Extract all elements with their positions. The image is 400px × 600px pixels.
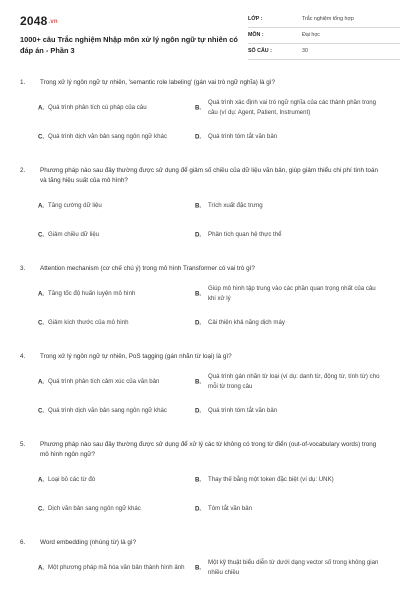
option-a[interactable] [20,279,190,308]
option-text: Tăng tốc độ huấn luyện mô hình [48,289,136,297]
option-a[interactable] [20,367,190,396]
option-label: B. [195,290,202,297]
option-d[interactable] [190,220,380,249]
question-prompt: Phương pháp nào sau đây thường được sử dụng để giảm số chiều của dữ liệu văn bản, giúp giảm thiểu chi phí tính toán và tăng hiệu suất của mô hình? [40,167,379,184]
option-text: Quá trình tóm tắt văn bản [208,132,278,140]
option-d[interactable] [190,308,380,337]
option-a[interactable] [20,191,190,220]
question-list [20,78,382,597]
option-text: Quá trình phân tích cú pháp của câu [48,103,147,111]
option-text: Thay thế bằng một token đặc biệt (ví dụ: UNK) [208,475,334,483]
question-item [20,264,382,337]
option-label: B. [195,378,202,385]
option-b[interactable] [190,191,380,220]
option-label: C. [38,505,45,512]
option-b[interactable] [190,367,380,396]
option-label: D. [195,133,202,140]
question-item [20,538,382,582]
meta-row-class [248,12,400,28]
question-prompt: Trong xử lý ngôn ngữ tự nhiên, PoS tagging (gán nhãn từ loại) là gì? [40,353,232,360]
option-d[interactable] [190,494,380,523]
option-text: Giảm kích thước của mô hình [48,318,129,326]
option-label: D. [195,231,202,238]
option-label: C. [38,133,45,140]
option-label: A. [38,378,45,385]
option-a[interactable] [20,93,190,122]
meta-value: Đại học [302,32,320,38]
option-label: C. [38,407,45,414]
option-label: D. [195,319,202,326]
meta-row-subject [248,28,400,44]
option-text: Dịch văn bản sang ngôn ngữ khác [48,504,141,512]
option-text: Tăng cường dữ liệu [48,201,102,209]
question-number: 5. [20,441,26,448]
option-b[interactable] [190,465,380,494]
question-text [20,78,382,88]
option-text: Trích xuất đặc trưng [208,201,263,209]
question-item [20,166,382,249]
option-b[interactable] [190,279,380,308]
logo-suffix: .vn [48,19,58,25]
option-label: C. [38,319,45,326]
option-grid [20,367,382,425]
option-label: A. [38,476,45,483]
question-number: 6. [20,539,26,546]
option-text: Quá trình dịch văn bản sang ngôn ngữ khác [48,132,167,140]
document-title: 1000+ câu Trắc nghiệm Nhập môn xử lý ngôn ngữ tự nhiên có đáp án - Phần 3 [20,35,238,55]
option-text: Phân tích quan hệ thực thể [208,230,282,238]
option-text: Quá trình xác định vai trò ngữ nghĩa của các thành phần trong câu (ví dụ: Agent, Patient, Instrument) [208,99,377,116]
meta-key: LỚP : [248,16,263,22]
question-prompt: Word embedding (nhúng từ) là gì? [40,539,137,546]
option-label: D. [195,505,202,512]
option-text: Tóm tắt văn bản [208,504,253,512]
option-text: Giảm chiều dữ liệu [48,230,100,238]
question-item [20,440,382,523]
meta-key: SỐ CÂU : [248,48,272,54]
option-c[interactable] [20,308,190,337]
option-text: Quá trình phân tích cảm xúc của văn bản [48,377,160,385]
question-text [20,166,382,186]
option-grid [20,93,382,151]
option-text: Giúp mô hình tập trung vào các phần quan trọng nhất của câu khi xử lý [208,285,376,302]
question-text [20,264,382,274]
meta-key: MÔN : [248,32,264,38]
option-label: A. [38,564,45,571]
option-text: Một kỹ thuật biểu diễn từ dưới dạng vector số trong không gian nhiều chiều [208,559,379,576]
question-text [20,440,382,460]
option-text: Quá trình gán nhãn từ loại (ví dụ: danh từ, động từ, tính từ) cho mỗi từ trong câu [208,373,380,390]
option-label: B. [195,476,202,483]
question-number: 1. [20,79,26,86]
document-header [20,12,382,60]
question-item [20,352,382,425]
option-text: Loại bỏ các từ đó [48,475,96,483]
option-grid [20,465,382,523]
option-a[interactable] [20,553,190,582]
option-label: B. [195,104,202,111]
option-text: Quá trình tóm tắt văn bản [208,406,278,414]
question-number: 3. [20,265,26,272]
logo-text: 2048 [20,14,48,28]
option-grid [20,191,382,249]
option-c[interactable] [20,220,190,249]
option-label: B. [195,564,202,571]
option-label: A. [38,104,45,111]
meta-value: Trắc nghiệm tổng hợp [302,16,354,22]
option-grid [20,279,382,337]
question-text [20,352,382,362]
option-c[interactable] [20,396,190,425]
option-text: Một phương pháp mã hóa văn bản thành hình ảnh [48,563,185,571]
question-number: 2. [20,167,26,174]
option-c[interactable] [20,494,190,523]
option-text: Quá trình dịch văn bản sang ngôn ngữ khác [48,406,167,414]
question-prompt: Trong xử lý ngôn ngữ tự nhiên, 'semantic role labeling' (gán vai trò ngữ nghĩa) là gì? [40,79,276,86]
meta-value: 30 [302,48,308,54]
option-label: D. [195,407,202,414]
option-label: B. [195,202,202,209]
option-b[interactable] [190,553,380,582]
option-d[interactable] [190,122,380,151]
question-item [20,78,382,151]
option-text: Cải thiện khả năng dịch máy [208,318,285,326]
question-number: 4. [20,353,26,360]
document-meta [248,12,400,60]
site-logo[interactable] [20,14,58,28]
question-text [20,538,382,548]
question-prompt: Phương pháp nào sau đây thường được sử dụng để xử lý các từ không có trong từ điển (out-of-vocabulary words) trong mô hình ngôn ngữ? [40,441,377,458]
option-label: A. [38,290,45,297]
option-label: A. [38,202,45,209]
option-label: C. [38,231,45,238]
meta-row-count [248,44,400,60]
option-b[interactable] [190,93,380,122]
option-grid [20,553,382,582]
option-c[interactable] [20,122,190,151]
option-a[interactable] [20,465,190,494]
option-d[interactable] [190,396,380,425]
question-prompt: Attention mechanism (cơ chế chú ý) trong mô hình Transformer có vai trò gì? [40,265,255,272]
